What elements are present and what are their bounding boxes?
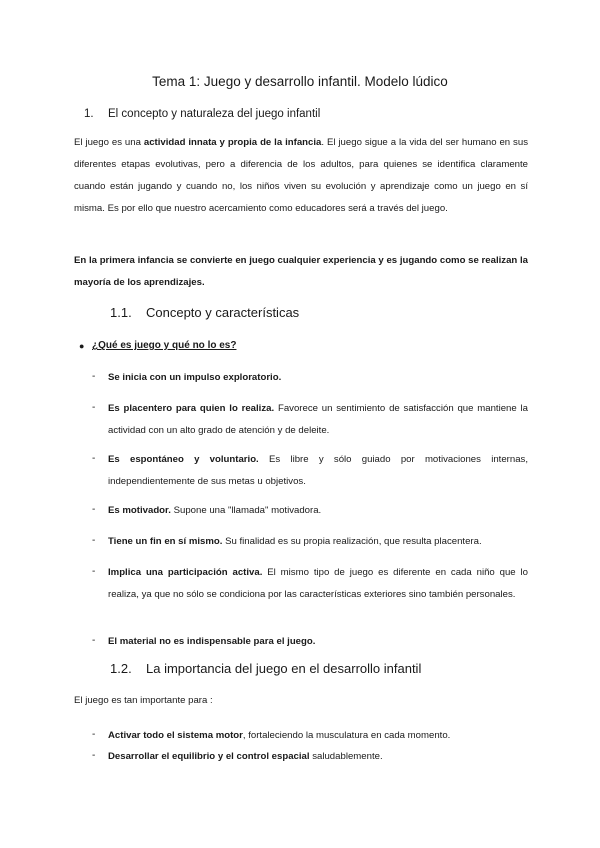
list-item [108,725,528,747]
bullet-dot: ● [79,341,85,351]
list-dash: - [92,402,96,413]
list-item [108,500,528,522]
list-dash: - [92,750,96,761]
item-bold: Tiene un fin en sí mismo. [108,536,223,547]
item-text: El mismo tipo de juego es diferente en cada niño que lo realiza, ya que no sólo se condiciona por las características exteriores sino también personales. [108,567,529,600]
list-dash: - [92,535,96,546]
section-1-number: 1. [84,108,94,120]
list-item [108,531,528,553]
section-1-2-number: 1.2. [110,661,132,676]
list-item [108,631,528,653]
item-text: saludablemente. [309,751,383,762]
list-dash: - [92,635,96,646]
intro-text-c: . El juego sigue a la vida del ser humano en sus diferentes etapas evolutivas, pero a diferencia de los adultos, para quienes se identifica claramente cuando están jugando y cuando no, los niños viven su evolución y aprendizaje como un juego en sí misma. Es por ello que nuestro acercamiento como educadores será a través del juego. [74,137,528,214]
list-item [108,398,528,442]
document-title: Tema 1: Juego y desarrollo infantil. Modelo lúdico [152,74,448,89]
intro-text-a: El juego es una [74,137,144,148]
item-bold: Activar todo el sistema motor [108,730,243,741]
section-1-1-heading: Concepto y características [146,305,300,320]
list-item [108,449,528,493]
item-text: Supone una "llamada" motivadora. [170,505,322,516]
list-dash: - [92,729,96,740]
list-item [108,367,528,389]
item-text: Es libre y sólo guiado por motivaciones internas, independientemente de sus metas u objetivos. [108,454,528,487]
intro-paragraph-1 [74,132,528,220]
item-text: , fortaleciendo la musculatura en cada momento. [242,730,451,741]
item-bold: El material no es indispensable para el juego. [108,636,316,647]
importance-intro: El juego es tan importante para : [74,695,213,706]
item-bold: Se inicia con un impulso exploratorio. [108,372,282,383]
item-text: Favorece un sentimiento de satisfacción que mantiene la actividad con un alto grado de atención y de deleite. [108,403,528,436]
list-dash: - [92,566,96,577]
question-heading: ¿Qué es juego y qué no lo es? [92,340,237,351]
list-dash: - [92,453,96,464]
section-1-heading: El concepto y naturaleza del juego infantil [108,108,321,120]
item-bold: Es espontáneo y voluntario. [108,454,259,465]
section-1-1-number: 1.1. [110,305,132,320]
item-bold: Es motivador. [108,505,171,516]
list-item [108,746,528,768]
list-dash: - [92,504,96,515]
section-1-2-heading: La importancia del juego en el desarrollo infantil [146,661,422,676]
intro-paragraph-2: En la primera infancia se convierte en juego cualquier experiencia y es jugando como se realizan la mayoría de los aprendizajes. [74,255,528,288]
list-dash: - [92,371,96,382]
item-bold: Implica una participación activa. [108,567,263,578]
list-item [108,562,528,606]
item-bold: Es placentero para quien lo realiza. [108,403,275,414]
intro-text-bold: actividad innata y propia de la infancia [143,137,322,148]
item-bold: Desarrollar el equilibrio y el control espacial [108,751,310,762]
item-text: Su finalidad es su propia realización, que resulta placentera. [222,536,482,547]
